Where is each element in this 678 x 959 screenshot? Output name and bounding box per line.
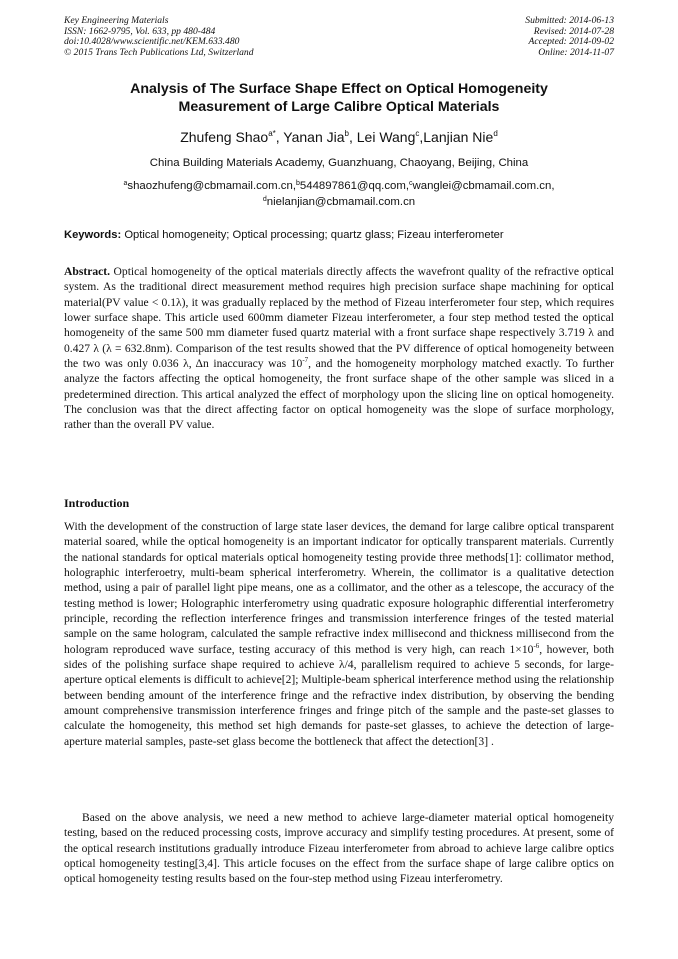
author-sup: b [344, 129, 349, 138]
author-sup: d [493, 129, 498, 138]
author-separator: , [419, 129, 424, 145]
email-sup: a [123, 180, 128, 187]
journal-name: Key Engineering Materials [64, 15, 169, 26]
exponent: -7 [302, 356, 309, 365]
introduction-paragraph-1 [64, 519, 614, 749]
author-name: Yanan Jia [283, 129, 345, 145]
author-name: Zhufeng Shao [180, 129, 269, 145]
email-line-1 [64, 178, 614, 194]
email-link[interactable]: shaozhufeng@cbmamail.com.cn, [127, 180, 296, 192]
revised-date: Revised: 2014-07-28 [533, 25, 614, 37]
author-sup: a* [268, 129, 276, 138]
abstract-label: Abstract. [64, 265, 111, 278]
exponent: -6 [533, 641, 540, 650]
keywords-label: Keywords: [64, 229, 122, 241]
accepted-date: Accepted: 2014-09-02 [528, 36, 614, 48]
title-line-1: Analysis of The Surface Shape Effect on Optical Homogeneity [130, 81, 548, 97]
copyright-line: © 2015 Trans Tech Publications Ltd, Switzerland [64, 46, 254, 58]
affiliation: China Building Materials Academy, Guanzhuang, Chaoyang, Beijing, China [149, 157, 529, 169]
author-sup: c [415, 129, 420, 138]
submitted-date: Submitted: 2014-06-13 [525, 15, 614, 26]
author-name: Lei Wang [356, 129, 416, 145]
section-heading-introduction: Introduction [64, 496, 130, 510]
introduction-paragraph-2: Based on the above analysis, we need a new method to achieve large-diameter material optical homogeneity testing, based on the reduced processing costs, improve accuracy and simplify testing procedures. At present, some of the optical research institutions gradually introduce Fizeau interferometer from abroad to achieve large calibre optics optical homogeneity testing[3,4]. This article focuses on the effect from the surface shape of large calibre optics on optical homogeneity testing results based on the four-step method using Fizeau interferometry. [64, 811, 614, 886]
paragraph-text: , however, both sides of the polishing surface shape required to achieve λ/4, parallelism required to achieve 5 seconds, for large-aperture optical elements is difficult to achieve[2]; Multiple-beam spherical interference method using the relationship between bending amount of the interference fringe and the refractive index distribution, by observing the bending amount comprehensive transmission interference fringes and fringe pitch of the sample and the paste-set glasses to calculate the homogeneity, this method set high demands for paste-set glasses, to achieve the detection of large-aperture material samples, paste-set glass become the bottleneck that affect the detection[3] . [64, 642, 614, 748]
paper-title [64, 80, 614, 116]
email-link[interactable]: nielanjian@cbmamail.com.cn [266, 196, 416, 208]
email-sup: b [296, 180, 300, 187]
abstract-text: Optical homogeneity of the optical materials directly affects the wavefront quality of the refractive optical system. As the traditional direct measurement method requires high precision surface shape machining for optical material(PV value < 0.1λ), it was gradually replaced by the method of Fizeau interferometer four step, which requires lower surface shape. This article used 600mm diameter Fizeau interferometer, a four step method tested the optical homogeneity of the same 500 mm diameter fused quartz material with a front surface shape respectively 3.719 λ and 0.427 λ (λ = 632.8nm). Comparison of the test results showed that the PV difference of optical homogeneity between the two was only 0.036 λ, Δn inaccuracy was 10 [64, 265, 614, 371]
email-sup: d [262, 196, 267, 203]
doi-line: doi:10.4028/www.scientific.net/KEM.633.480 [64, 36, 240, 48]
author-emails [64, 178, 614, 210]
dates-header [525, 16, 614, 58]
author-separator: , [275, 129, 284, 145]
abstract-text: , and the homogeneity morphology matched exactly. To further analyze the factors affecting the optical homogeneity, the front surface shape of the other sample was sliced in a predetermined direction. This artical analyzed the effect of morphology upon the slicing line on optical homogeneity. The conclusion was that the direct affecting factor on optical homogeneity was the slope of surface morphology, rather than the overall PV value. [64, 357, 614, 432]
issn-line: ISSN: 1662-9795, Vol. 633, pp 480-484 [64, 25, 216, 37]
email-sup: c [409, 180, 413, 187]
author-list [64, 128, 614, 146]
abstract [64, 264, 614, 433]
online-date: Online: 2014-11-07 [538, 46, 614, 58]
title-line-2: Measurement of Large Calibre Optical Materials [178, 99, 500, 115]
keywords [64, 228, 614, 242]
author-separator: , [348, 129, 357, 145]
email-link[interactable]: wanglei@cbmamail.com.cn, [412, 180, 555, 192]
email-link[interactable]: 544897861@qq.com, [299, 180, 410, 192]
keywords-text: Optical homogeneity; Optical processing; quartz glass; Fizeau interferometer [124, 229, 504, 241]
author-name: Lanjian Nie [423, 129, 494, 145]
paragraph-text: With the development of the construction of large state laser devices, the demand for large calibre optical transparent material soared, while the optical homogeneity is an important indicator for optically transparent materials. Currently the national standards for optical materials optical homogeneity testing provide three methods[1]: collimator method, holographic interferoetry, multi-beam spherical interferometry. Wherein, the collimator is a qualitative detection method, using a pair of parallel light pipe means, one as a collimator, and the other as a telescope, the accuracy of the testing method is lower; Holographic interferometry using quadratic exposure holographic differential interferometry principle, recording the reflection interference fringes and transmission interference fringes of the tested material sample on the same hologram, calculated the sample refractive index millisecond and thickness millisecond from the hologram reproduced wave surface, testing accuracy of this method is very high, can reach 1×10 [64, 520, 614, 656]
email-line-2 [64, 194, 614, 210]
journal-header [64, 16, 254, 58]
